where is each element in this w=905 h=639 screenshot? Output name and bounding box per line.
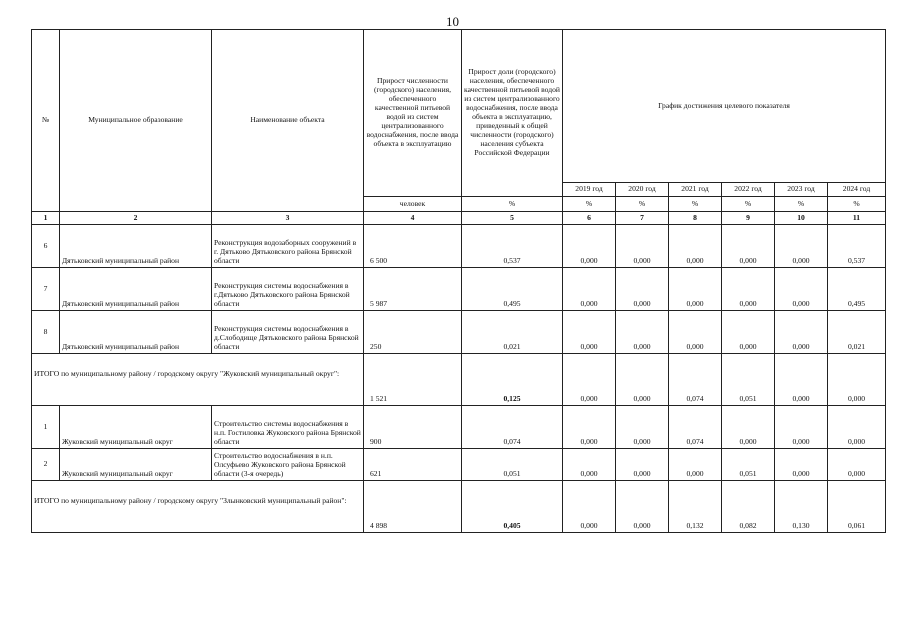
row-year-2019: 0,000 <box>563 406 616 449</box>
total-share: 0,405 <box>462 481 563 533</box>
row-year-2023: 0,000 <box>775 311 828 354</box>
row-people: 250 <box>364 311 462 354</box>
header-year-2022: 2022 год <box>722 183 775 197</box>
header-year-2024: 2024 год <box>828 183 886 197</box>
row-year-2024: 0,537 <box>828 225 886 268</box>
header-num: № <box>32 30 60 212</box>
row-year-2021: 0,000 <box>669 268 722 311</box>
row-num: 6 <box>32 225 60 268</box>
column-number: 8 <box>669 212 722 225</box>
unit-share: % <box>462 197 563 212</box>
unit-year-2021: % <box>669 197 722 212</box>
row-year-2023: 0,000 <box>775 406 828 449</box>
table-row <box>32 268 886 311</box>
header-growth-share: Прирост доли (городского) населения, обеспеченного качественной питьевой водой из систем централизованного водоснабжения, после ввода объекта в эксплуатацию, приведенный к общей численности (городского) населения субъекта Российской Федерации <box>462 30 563 197</box>
total-year-2023: 0,130 <box>775 481 828 533</box>
total-year-2020: 0,000 <box>616 481 669 533</box>
row-num: 8 <box>32 311 60 354</box>
row-year-2023: 0,000 <box>775 449 828 481</box>
row-share: 0,495 <box>462 268 563 311</box>
total-share: 0,125 <box>462 354 563 406</box>
column-number: 11 <box>828 212 886 225</box>
column-number: 7 <box>616 212 669 225</box>
row-year-2022: 0,000 <box>722 225 775 268</box>
row-year-2024: 0,021 <box>828 311 886 354</box>
row-year-2019: 0,000 <box>563 225 616 268</box>
total-year-2022: 0,051 <box>722 354 775 406</box>
row-share: 0,051 <box>462 449 563 481</box>
row-people: 6 500 <box>364 225 462 268</box>
total-year-2021: 0,132 <box>669 481 722 533</box>
row-object: Строительство водоснабжения в н.п. Олсуфьево Жуковского района Брянской области (3-я очередь) <box>212 449 364 481</box>
total-label: ИТОГО по муниципальному району / городскому округу "Жуковский муниципальный округ": <box>32 354 364 406</box>
table-row <box>32 406 886 449</box>
row-num: 7 <box>32 268 60 311</box>
column-number: 3 <box>212 212 364 225</box>
row-object: Строительство системы водоснабжения в н.п. Гостиловка Жуковского района Брянской области <box>212 406 364 449</box>
header-municipality: Муниципальное образование <box>60 30 212 212</box>
total-people: 4 898 <box>364 481 462 533</box>
total-year-2019: 0,000 <box>563 481 616 533</box>
row-share: 0,021 <box>462 311 563 354</box>
unit-people: человек <box>364 197 462 212</box>
total-year-2020: 0,000 <box>616 354 669 406</box>
total-year-2022: 0,082 <box>722 481 775 533</box>
row-year-2024: 0,495 <box>828 268 886 311</box>
row-municipality: Жуковский муниципальный округ <box>60 406 212 449</box>
column-numbers-row <box>32 212 886 225</box>
row-num: 1 <box>32 406 60 449</box>
row-year-2022: 0,000 <box>722 311 775 354</box>
row-year-2020: 0,000 <box>616 268 669 311</box>
row-year-2024: 0,000 <box>828 406 886 449</box>
row-municipality: Дятьковский муниципальный район <box>60 268 212 311</box>
unit-year-2022: % <box>722 197 775 212</box>
table-row <box>32 311 886 354</box>
header-year-2021: 2021 год <box>669 183 722 197</box>
target-indicator-table <box>31 29 886 533</box>
column-number: 4 <box>364 212 462 225</box>
row-year-2021: 0,000 <box>669 311 722 354</box>
row-year-2020: 0,000 <box>616 449 669 481</box>
column-number: 2 <box>60 212 212 225</box>
row-year-2024: 0,000 <box>828 449 886 481</box>
row-year-2019: 0,000 <box>563 449 616 481</box>
total-label: ИТОГО по муниципальному району / городскому округу "Злынковский муниципальный район": <box>32 481 364 533</box>
total-people: 1 521 <box>364 354 462 406</box>
row-year-2020: 0,000 <box>616 311 669 354</box>
table-row <box>32 225 886 268</box>
header-year-2020: 2020 год <box>616 183 669 197</box>
row-people: 621 <box>364 449 462 481</box>
page-number: 10 <box>446 14 459 29</box>
row-year-2019: 0,000 <box>563 268 616 311</box>
row-municipality: Дятьковский муниципальный район <box>60 225 212 268</box>
row-object: Реконструкция системы водоснабжения в д.Слободище Дятьковского района Брянской области <box>212 311 364 354</box>
row-share: 0,074 <box>462 406 563 449</box>
unit-year-2020: % <box>616 197 669 212</box>
row-object: Реконструкция водозаборных сооружений в г. Дятьково Дятьковского района Брянской области <box>212 225 364 268</box>
row-people: 5 987 <box>364 268 462 311</box>
row-year-2023: 0,000 <box>775 268 828 311</box>
header-schedule: График достижения целевого показателя <box>563 30 886 183</box>
total-year-2024: 0,061 <box>828 481 886 533</box>
row-year-2022: 0,051 <box>722 449 775 481</box>
row-year-2021: 0,000 <box>669 449 722 481</box>
header-year-2023: 2023 год <box>775 183 828 197</box>
row-year-2019: 0,000 <box>563 311 616 354</box>
row-municipality: Жуковский муниципальный округ <box>60 449 212 481</box>
row-share: 0,537 <box>462 225 563 268</box>
unit-year-2024: % <box>828 197 886 212</box>
total-year-2024: 0,000 <box>828 354 886 406</box>
row-num: 2 <box>32 449 60 481</box>
row-year-2020: 0,000 <box>616 406 669 449</box>
column-number: 9 <box>722 212 775 225</box>
row-year-2020: 0,000 <box>616 225 669 268</box>
unit-year-2023: % <box>775 197 828 212</box>
header-row <box>32 30 886 183</box>
header-growth-population: Прирост численности (городского) населения, обеспеченного качественной питьевой водой из систем централизованного водоснабжения, после ввода объекта в эксплуатацию <box>364 30 462 197</box>
column-number: 5 <box>462 212 563 225</box>
row-object: Реконструкция системы водоснабжения в г.Дятьково Дятьковского района Брянской области <box>212 268 364 311</box>
total-year-2019: 0,000 <box>563 354 616 406</box>
row-year-2022: 0,000 <box>722 406 775 449</box>
total-year-2021: 0,074 <box>669 354 722 406</box>
row-year-2022: 0,000 <box>722 268 775 311</box>
unit-year-2019: % <box>563 197 616 212</box>
total-row <box>32 481 886 533</box>
total-year-2023: 0,000 <box>775 354 828 406</box>
table-row <box>32 449 886 481</box>
header-object-name: Наименование объекта <box>212 30 364 212</box>
row-year-2021: 0,000 <box>669 225 722 268</box>
row-year-2021: 0,074 <box>669 406 722 449</box>
total-row <box>32 354 886 406</box>
column-number: 6 <box>563 212 616 225</box>
row-people: 900 <box>364 406 462 449</box>
column-number: 1 <box>32 212 60 225</box>
column-number: 10 <box>775 212 828 225</box>
row-year-2023: 0,000 <box>775 225 828 268</box>
header-year-2019: 2019 год <box>563 183 616 197</box>
row-municipality: Дятьковский муниципальный район <box>60 311 212 354</box>
